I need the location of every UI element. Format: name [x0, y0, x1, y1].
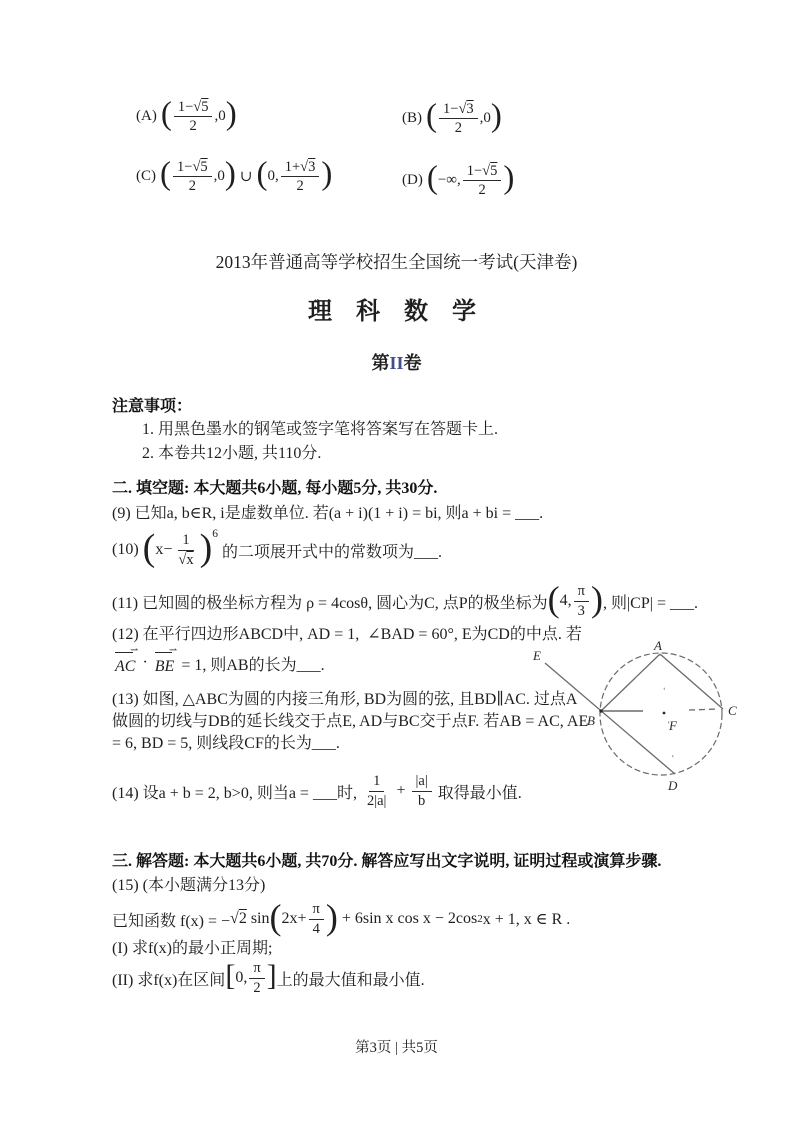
fraction-denominator: 2 — [253, 979, 261, 996]
fraction-denominator: b — [418, 792, 426, 809]
exam-title: 2013年普通高等学校招生全国统一考试(天津卷) — [215, 252, 578, 272]
vector-ac — [115, 645, 139, 676]
note-item-2: 2. 本卷共12小题, 共110分. — [142, 445, 322, 462]
numerator-text: 1− — [466, 163, 483, 179]
vector-arrow-icon: ⇀ — [168, 645, 178, 656]
subject-title: 理 科 数 学 — [308, 299, 485, 325]
question-10-x: x− — [155, 541, 173, 558]
line-f-c-dashed — [689, 709, 719, 710]
option-d-pre: −∞, — [437, 172, 461, 189]
fraction — [174, 531, 197, 568]
close-paren: ) — [325, 896, 338, 937]
fraction-numerator: π — [249, 959, 264, 978]
numerator-text: 1− — [177, 99, 194, 115]
option-b-label: (B) — [402, 110, 422, 127]
sqrt-radicand: 3 — [466, 101, 474, 117]
close-bracket: ] — [266, 959, 277, 992]
fraction — [439, 100, 478, 137]
fraction — [173, 158, 212, 195]
figure-label-c: C — [728, 703, 737, 718]
fraction-numerator: |a| — [412, 772, 432, 791]
numerator-text: 1− — [443, 101, 459, 117]
fraction — [309, 900, 324, 937]
question-12-line2 — [112, 645, 325, 678]
close-paren: ) — [199, 526, 213, 569]
fraction-denominator: 2 — [188, 178, 196, 195]
volume-pre: 第 — [371, 353, 390, 373]
option-b — [402, 100, 502, 137]
open-paren: ( — [256, 156, 268, 193]
question-15-part2 — [112, 956, 425, 1000]
question-10 — [112, 526, 442, 574]
close-paren: ) — [590, 578, 603, 619]
fraction-numerator: 1 — [178, 531, 193, 550]
sqrt-sign: √ — [482, 163, 491, 179]
question-15-arg: 2x+ — [281, 910, 307, 927]
question-10-tail: 的二项展开式中的常数项为___. — [217, 543, 442, 561]
volume-post: 卷 — [403, 353, 422, 373]
sqrt-sign: √ — [230, 910, 239, 927]
fraction-numerator — [281, 158, 320, 177]
sin-text: sin — [246, 910, 270, 927]
plus-sign: + — [392, 782, 410, 799]
fraction-denominator: 2 — [454, 120, 462, 137]
option-d — [402, 162, 514, 199]
open-paren: ( — [426, 98, 437, 135]
fraction — [249, 959, 264, 996]
sqrt-sign: √ — [300, 159, 309, 175]
figure-label-a: A — [654, 638, 662, 653]
open-paren: ( — [142, 526, 156, 569]
fraction — [281, 158, 320, 195]
section2-heading: 二. 填空题: 本大题共6小题, 每小题5分, 共30分. — [112, 480, 438, 497]
sqrt-sign: √ — [192, 159, 201, 175]
question-15-formula — [112, 896, 570, 942]
question-12-line1: (12) 在平行四边形ABCD中, AD = 1, ∠BAD = 60°, E为CD的中点. 若 — [112, 626, 582, 643]
fraction-numerator: π — [574, 582, 589, 601]
exponent: 6 — [212, 528, 218, 540]
close-paren: ) — [225, 96, 237, 133]
close-paren: ) — [224, 156, 236, 193]
numerator-text: 1+ — [284, 159, 301, 175]
point-b-dot — [599, 709, 602, 712]
figure-label-b: B — [587, 713, 595, 728]
section3-heading: 三. 解答题: 本大题共6小题, 共70分. 解答应写出文字说明, 证明过程或演算步骤. — [112, 853, 662, 870]
question-15-part2-tail: 上的最大值和最小值. — [276, 971, 425, 989]
q13-circle-figure — [531, 626, 793, 806]
question-11-four: 4, — [559, 592, 572, 609]
sqrt-radicand: 2 — [238, 910, 247, 927]
question-14-pre: (14) 设a + b = 2, b>0, 则当a = ___时, — [112, 784, 361, 802]
close-paren: ) — [490, 98, 502, 135]
question-15-pre: 已知函数 f(x) = − — [112, 912, 231, 930]
sqrt-radicand: x — [186, 551, 194, 568]
open-bracket: [ — [225, 959, 236, 992]
question-13-line2: 做圆的切线与DB的延长线交于点E, AD与BC交于点F. 若AB = AC, AE — [112, 713, 589, 730]
figure-label-e: E — [533, 648, 541, 663]
option-a-tail: ,0 — [214, 108, 226, 125]
fraction-denominator: 2 — [189, 118, 197, 135]
fraction-denominator: 2 — [296, 178, 304, 195]
question-15-mid: + 6sin x cos x − 2cos — [337, 910, 478, 927]
vector-be-text: BE — [154, 658, 175, 675]
sqrt-radicand: 5 — [201, 99, 209, 115]
question-14-tail: 取得最小值. — [433, 784, 522, 802]
fraction — [574, 582, 589, 619]
fraction-denominator: 2 — [478, 182, 486, 199]
sqrt-radicand: 5 — [200, 159, 208, 175]
open-paren: ( — [547, 578, 560, 619]
question-9: (9) 已知a, b∈R, i是虚数单位. 若(a + i)(1 + i) = bi, 则a + bi = ___. — [112, 505, 544, 522]
vector-arrow-icon: ⇀ — [130, 645, 139, 656]
question-13-line3: = 6, BD = 5, 则线段CF的长为___. — [112, 735, 340, 752]
fraction-numerator — [174, 98, 213, 117]
line-a-c — [660, 654, 723, 709]
sqrt-radicand: 5 — [490, 163, 498, 179]
question-11 — [112, 578, 698, 624]
question-15-part2-pre: (II) 求f(x)在区间 — [112, 971, 226, 989]
numerator-text: 1− — [177, 159, 193, 175]
sqrt-sign: √ — [458, 101, 467, 117]
vector-be — [154, 645, 178, 676]
fraction — [363, 772, 391, 809]
question-15-tail: x + 1, x ∈ R . — [482, 911, 571, 928]
fraction-numerator: 1 — [369, 772, 384, 791]
option-c-tail: ,0 — [213, 168, 225, 185]
volume-numeral: II — [389, 353, 404, 373]
line-a-b — [601, 654, 660, 711]
sqrt-radicand: 3 — [308, 159, 316, 175]
union-symbol: ∪ — [239, 169, 253, 186]
sqrt-sign: √ — [193, 99, 202, 115]
page-number: 第3页 | 共5页 — [355, 1040, 438, 1056]
fraction-numerator — [173, 158, 212, 177]
question-11-pre: (11) 已知圆的极坐标方程为 ρ = 4cosθ, 圆心为C, 点P的极坐标为 — [112, 594, 548, 612]
option-c-zero: 0, — [267, 168, 279, 185]
option-a — [136, 98, 237, 135]
fraction-denominator — [174, 551, 197, 569]
point-f-dot — [663, 712, 666, 715]
vector-ac-text: AC — [115, 658, 136, 675]
exponent: 2 — [477, 913, 483, 925]
option-b-tail: ,0 — [479, 110, 491, 127]
circle — [600, 653, 722, 775]
fraction — [412, 772, 432, 809]
option-a-label: (A) — [136, 108, 157, 125]
option-c — [136, 158, 332, 195]
question-15-zero: 0, — [235, 969, 248, 986]
volume-label — [0, 349, 793, 375]
line-a-d-dotted — [660, 654, 675, 774]
fraction-numerator: π — [309, 900, 324, 919]
open-paren: ( — [160, 96, 172, 133]
open-paren: ( — [426, 160, 438, 197]
fraction-denominator: 4 — [312, 920, 320, 937]
question-14 — [112, 770, 522, 812]
fraction-numerator — [463, 162, 502, 181]
figure-label-d: D — [668, 778, 678, 793]
open-paren: ( — [269, 896, 282, 937]
notes-heading: 注意事项： — [112, 398, 193, 415]
question-15-label: (15) (本小题满分13分) — [112, 877, 266, 894]
question-10-label: (10) — [112, 541, 143, 558]
fraction — [174, 98, 213, 135]
close-paren: ) — [321, 156, 333, 193]
dot-product: · — [142, 654, 148, 671]
sqrt-sign: √ — [178, 551, 187, 568]
question-11-tail: , 则|CP| = ___. — [602, 594, 698, 612]
note-item-1: 1. 用黑色墨水的钢笔或签字笔将答案写在答题卡上. — [142, 421, 499, 438]
figure-label-f: F — [669, 718, 677, 733]
question-13-line1: (13) 如图, △ABC为圆的内接三角形, BD为圆的弦, 且BD∥AC. 过点A — [112, 691, 578, 708]
question-12-tail: = 1, 则AB的长为___. — [177, 656, 325, 674]
fraction-denominator: 3 — [577, 602, 585, 619]
option-d-label: (D) — [402, 172, 423, 189]
option-c-label: (C) — [136, 168, 156, 185]
question-15-part1: (I) 求f(x)的最小正周期; — [112, 940, 273, 957]
close-paren: ) — [503, 160, 515, 197]
fraction-denominator: 2|a| — [366, 792, 387, 809]
fraction-numerator — [439, 100, 478, 119]
fraction — [463, 162, 502, 199]
open-paren: ( — [160, 156, 171, 193]
